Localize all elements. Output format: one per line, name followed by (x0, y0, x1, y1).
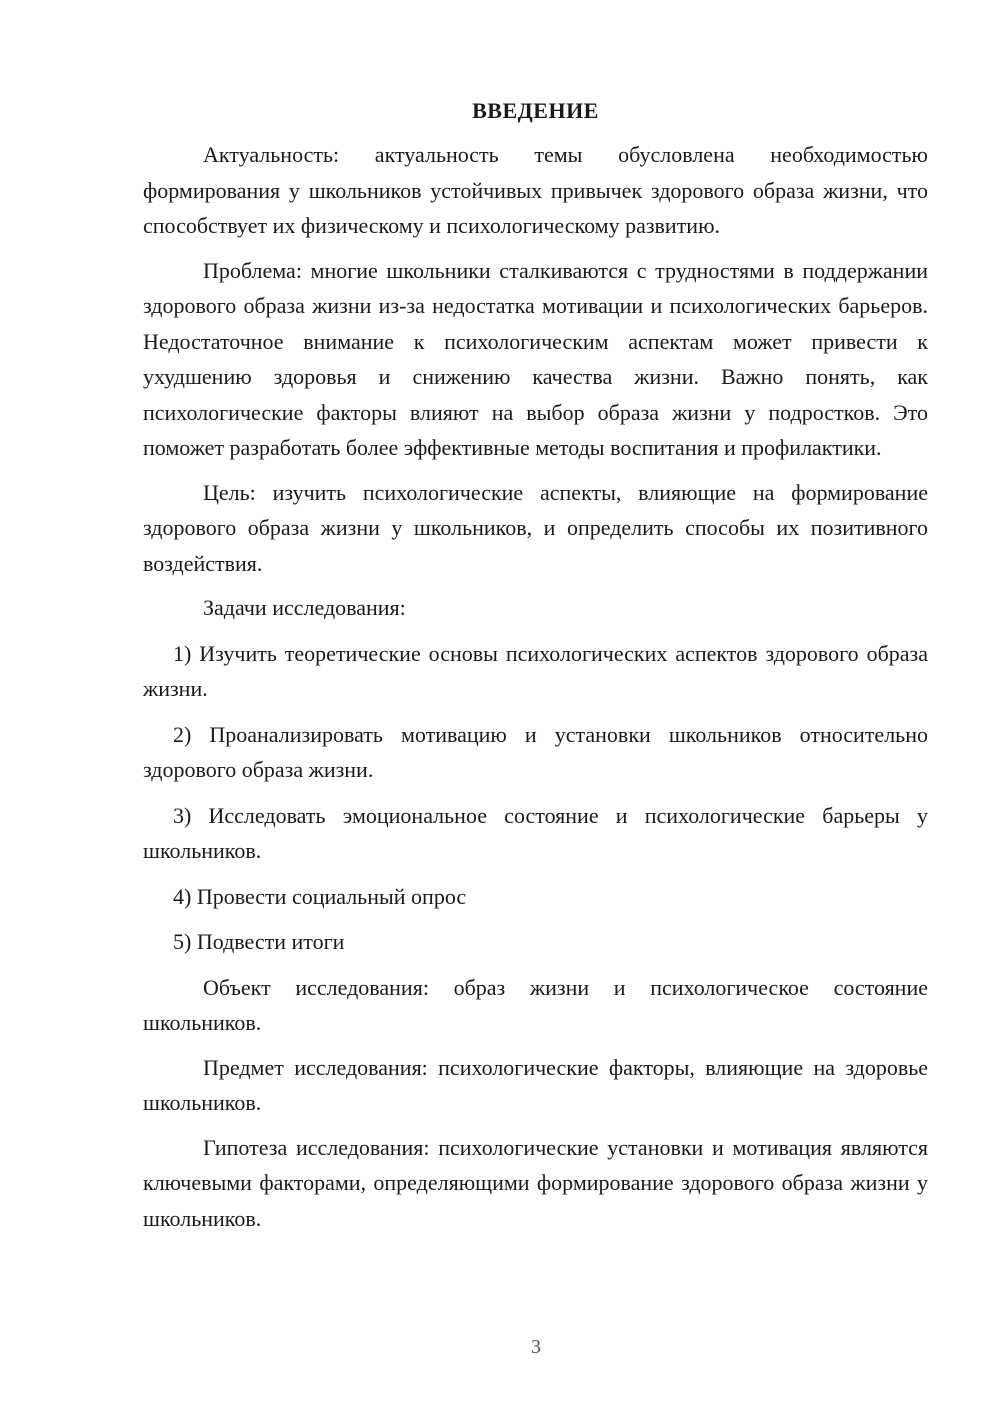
document-body (143, 95, 928, 1236)
task-item-5: 5) Подвести итоги (173, 929, 345, 954)
paragraph-object: Объект исследования: образ жизни и психологическое состояние школьников. (143, 974, 928, 1035)
task-item-2: 2) Проанализировать мотивацию и установки школьников относительно здорового образа жизни. (143, 721, 928, 782)
paragraph-relevance: Актуальность: актуальность темы обусловлена необходимостью формирования у школьников устойчивых привычек здорового образа жизни, что способствует их физическому и психологическому развитию. (143, 142, 928, 238)
paragraph-tasks-heading: Задачи исследования: (203, 595, 406, 620)
paragraph-goal: Цель: изучить психологические аспекты, влияющие на формирование здорового образа жизни у школьников, и определить способы их позитивного воздействия. (143, 479, 928, 576)
page-title: ВВЕДЕНИЕ (472, 98, 599, 123)
paragraph-problem: Проблема: многие школьники сталкиваются с трудностями в поддержании здорового образа жизни из-за недостатка мотивации и психологических барьеров. Недостаточное внимание к психологическим аспектам может привести к ухудшению здоровья и снижению качества жизни. Важно понять, как психологические факторы влияют на выбор образа жизни у подростков. Это поможет разработать более эффективные методы воспитания и профилактики. (143, 257, 928, 460)
task-item-4: 4) Провести социальный опрос (173, 883, 467, 909)
paragraph-hypothesis: Гипотеза исследования: психологические установки и мотивация являются ключевыми факторами, определяющими формирование здорового образа жизни у школьников. (143, 1134, 928, 1231)
paragraph-subject: Предмет исследования: психологические факторы, влияющие на здоровье школьников. (143, 1054, 928, 1115)
task-item-1: 1) Изучить теоретические основы психологических аспектов здорового образа жизни. (143, 640, 928, 701)
page-number: 3 (531, 1336, 541, 1358)
task-item-3: 3) Исследовать эмоциональное состояние и психологические барьеры у школьников. (143, 802, 928, 863)
